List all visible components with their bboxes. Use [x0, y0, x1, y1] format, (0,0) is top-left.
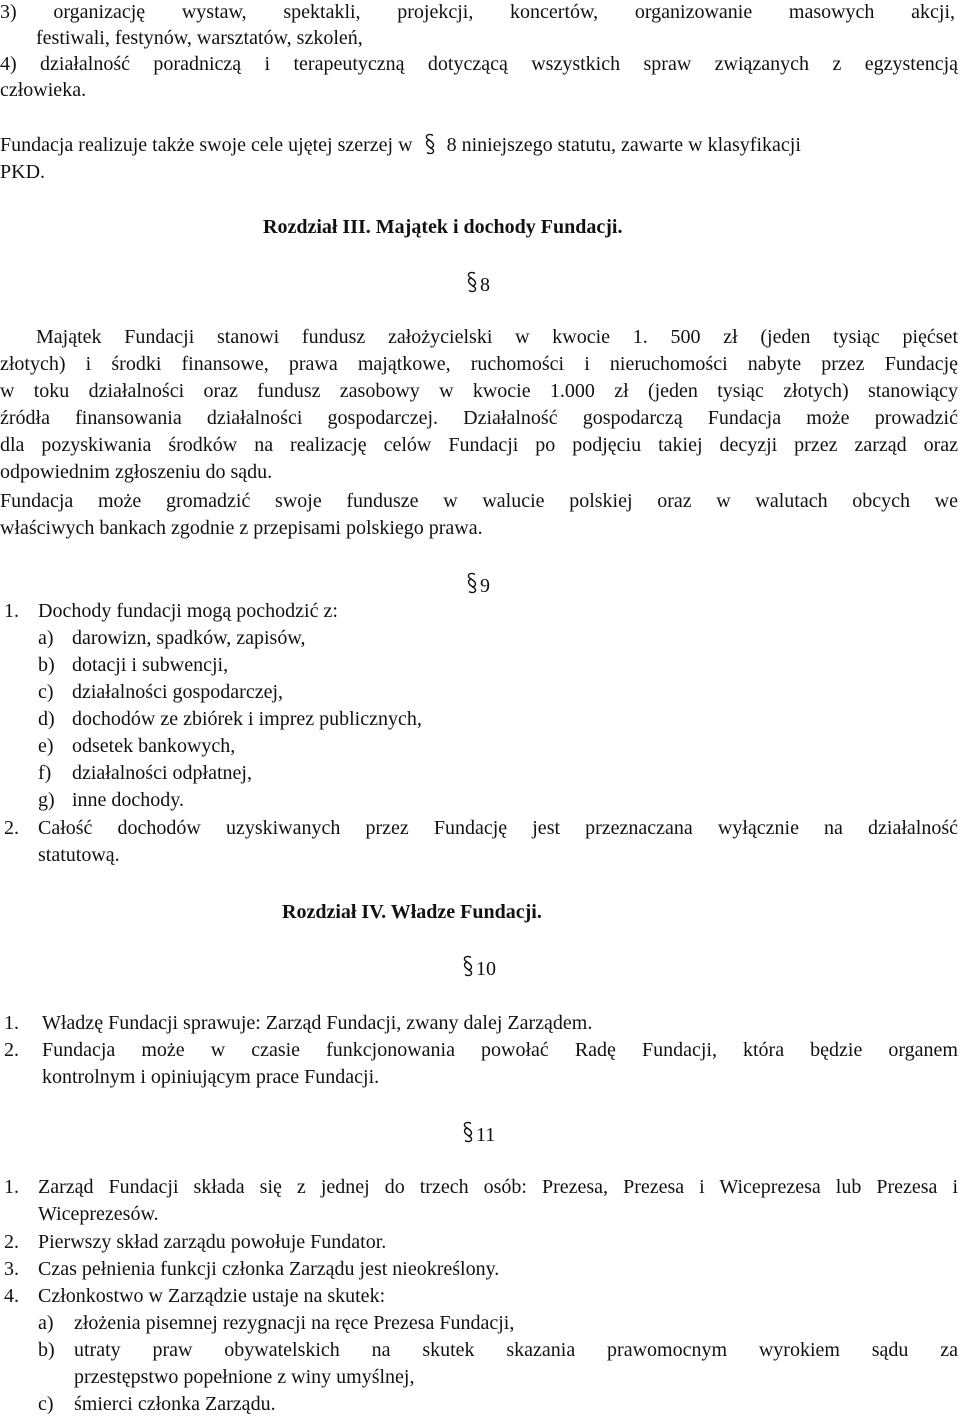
para-11-sub-a-text: złożenia pisemnej rezygnacji na ręce Prezesa Fundacji, — [74, 1312, 515, 1334]
para-10-item-1-text: Władzę Fundacji sprawuje: Zarząd Fundacji, zwany dalej Zarządem. — [42, 1012, 593, 1034]
para-11-item-1-continuation: Wiceprezesów. — [38, 1203, 159, 1225]
chapter-4-title: Rozdział IV. Władze Fundacji. — [282, 901, 542, 923]
para-10-item-2-text: Fundacja może w czasie funkcjonowania powołać Radę Fundacji, która będzie organem — [42, 1039, 958, 1061]
para-9-item-2-continuation: statutową. — [38, 844, 120, 866]
para-11-item-1-text: Zarząd Fundacji składa się z jednej do trzech osób: Prezesa, Prezesa i Wiceprezesa lub Prezesa i — [38, 1176, 958, 1198]
para-8-line-4: źródła finansowania działalności gospodarczej. Działalność gospodarczą Fundacja może prowadzić — [0, 407, 958, 429]
para-10-item-2-label: 2. — [4, 1039, 19, 1061]
para-9-sub-a-text: darowizn, spadków, zapisów, — [72, 627, 306, 649]
para-9-sub-c-label: c) — [38, 681, 54, 703]
section-10-number: 10 — [476, 958, 496, 980]
goals-text-a: Fundacja realizuje także swoje cele ujętej szerzej w — [0, 134, 413, 156]
section-sign-icon — [466, 271, 478, 293]
para-9-sub-b-label: b) — [38, 654, 55, 676]
section-sign-icon — [462, 1121, 474, 1143]
para-8-line-2: złotych) i środki finansowe, prawa majątkowe, ruchomości i nieruchomości nabyte przez Fundację — [0, 353, 958, 375]
section-sign-icon — [462, 955, 474, 977]
section-8-number: 8 — [480, 274, 490, 296]
para-11-item-2-text: Pierwszy skład zarządu powołuje Fundator. — [38, 1231, 387, 1253]
para-9-sub-b-text: dotacji i subwencji, — [72, 654, 229, 676]
goals-text-b: 8 niniejszego statutu, zawarte w klasyfikacji — [446, 134, 801, 156]
para-11-item-1-label: 1. — [4, 1176, 19, 1198]
para-11-item-4-text: Członkostwo w Zarządzie ustaje na skutek: — [38, 1285, 386, 1307]
para-9-sub-e-text: odsetek bankowych, — [72, 735, 236, 757]
list-item-4-continuation: człowieka. — [0, 79, 87, 101]
list-item-3: 3) organizację wystaw, spektakli, projekcji, koncertów, organizowanie masowych akcji, — [0, 1, 955, 23]
para-10-item-2-continuation: kontrolnym i opiniującym prace Fundacji. — [42, 1066, 380, 1088]
section-9-number: 9 — [480, 575, 490, 597]
para-9-item-2-text: Całość dochodów uzyskiwanych przez Fundację jest przeznaczana wyłącznie na działalność — [38, 817, 958, 839]
section-8-heading — [466, 271, 490, 297]
section-sign-icon — [424, 133, 436, 155]
para-8-line-6: odpowiednim zgłoszeniu do sądu. — [0, 461, 273, 483]
para-11-sub-b-text: utraty praw obywatelskich na skutek skazania prawomocnym wyrokiem sądu za — [74, 1339, 958, 1361]
para-11-sub-b-continuation: przestępstwo popełnione z winy umyślnej, — [74, 1366, 415, 1388]
section-11-heading — [462, 1121, 495, 1147]
para-8-line-5: dla pozyskiwania środków na realizację celów Fundacji po podjęciu takiej decyzji przez zarząd oraz — [0, 434, 958, 456]
para-9-sub-d-label: d) — [38, 708, 55, 730]
para-11-item-3-text: Czas pełnienia funkcji członka Zarządu jest nieokreślony. — [38, 1258, 500, 1280]
chapter-3-title: Rozdział III. Majątek i dochody Fundacji. — [263, 216, 623, 238]
para-9-sub-f-text: działalności odpłatnej, — [72, 762, 252, 784]
section-10-heading — [462, 955, 496, 981]
para-11-sub-c-text: śmierci członka Zarządu. — [74, 1393, 276, 1415]
para-11-sub-b-label: b) — [38, 1339, 55, 1361]
para-10-item-1-label: 1. — [4, 1012, 19, 1034]
goals-paragraph-line-2: PKD. — [0, 161, 46, 183]
para-11-sub-c-label: c) — [38, 1393, 54, 1415]
para-11-item-3-label: 3. — [4, 1258, 19, 1280]
para-9-sub-g-label: g) — [38, 789, 55, 811]
section-11-number: 11 — [476, 1124, 496, 1146]
para-11-item-2-label: 2. — [4, 1231, 19, 1253]
para-9-sub-c-text: działalności gospodarczej, — [72, 681, 284, 703]
para-11-item-4-label: 4. — [4, 1285, 19, 1307]
para-9-sub-e-label: e) — [38, 735, 54, 757]
para-9-item-1-text: Dochody fundacji mogą pochodzić z: — [38, 600, 338, 622]
para-11-sub-a-label: a) — [38, 1312, 54, 1334]
section-9-heading — [466, 572, 490, 598]
section-sign-icon — [466, 572, 478, 594]
para-9-sub-g-text: inne dochody. — [72, 789, 185, 811]
para-9-item-2-label: 2. — [4, 817, 19, 839]
para-9-item-1-label: 1. — [4, 600, 19, 622]
para-8-line-7: Fundacja może gromadzić swoje fundusze w walucie polskiej oraz w walutach obcych we — [0, 490, 958, 512]
para-9-sub-a-label: a) — [38, 627, 54, 649]
para-8-line-1: Majątek Fundacji stanowi fundusz założycielski w kwocie 1. 500 zł (jeden tysiąc pięćset — [36, 326, 958, 348]
list-item-3-continuation: festiwali, festynów, warsztatów, szkoleń, — [36, 27, 363, 49]
goals-paragraph-line-1 — [0, 133, 801, 157]
para-9-sub-f-label: f) — [38, 762, 52, 784]
para-9-sub-d-text: dochodów ze zbiórek i imprez publicznych, — [72, 708, 422, 730]
para-8-line-8: właściwych bankach zgodnie z przepisami polskiego prawa. — [0, 517, 483, 539]
list-item-4: 4) działalność poradniczą i terapeutyczną dotyczącą wszystkich spraw związanych z egzystencją — [0, 53, 958, 75]
para-8-line-3: w toku działalności oraz fundusz zasobowy w kwocie 1.000 zł (jeden tysiąc złotych) stanowiący — [0, 380, 958, 402]
